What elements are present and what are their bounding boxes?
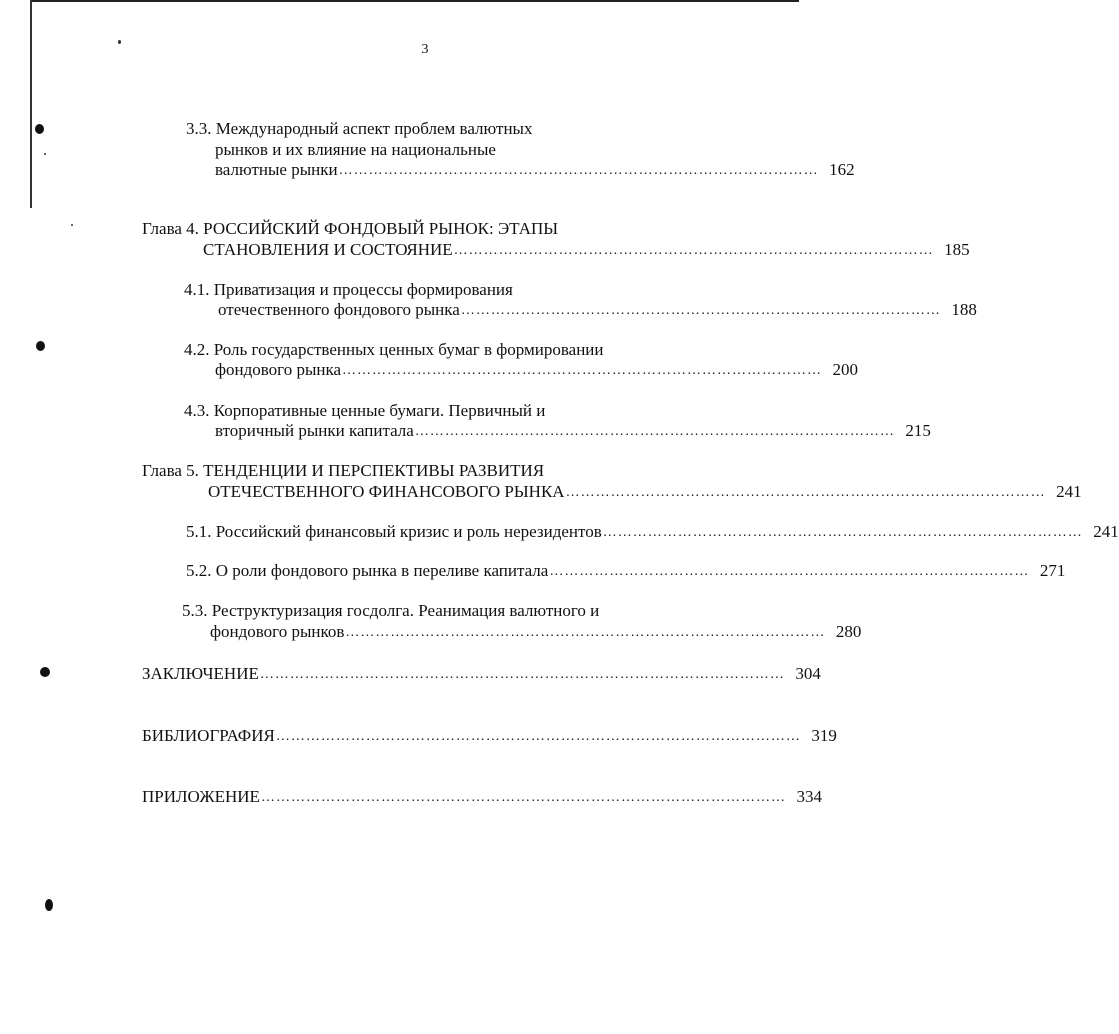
scan-border-top xyxy=(30,0,799,2)
scan-blot xyxy=(45,899,53,911)
toc-ch4-line1: Глава 4. РОССИЙСКИЙ ФОНДОВЫЙ РЫНОК: ЭТАПЫ xyxy=(142,219,559,238)
toc-3-3-entry xyxy=(215,159,855,182)
leader-dots: …………………………………………………………………………………… xyxy=(602,525,1083,540)
toc-5-3-page: 280 xyxy=(835,622,862,641)
toc-5-2-page: 271 xyxy=(1039,561,1066,580)
toc-5-2-entry xyxy=(186,560,1066,583)
leader-dots: …………………………………………………………………………………… xyxy=(342,363,823,378)
toc-3-3-line1: 3.3. Международный аспект проблем валютных xyxy=(186,119,533,138)
scan-border-left xyxy=(30,0,32,208)
toc-appendix-page: 334 xyxy=(796,787,822,806)
toc-bibliography-page: 319 xyxy=(811,726,837,745)
scan-speck xyxy=(118,40,121,44)
scan-blot xyxy=(35,124,44,134)
toc-4-1-line1: 4.1. Приватизация и процессы формирования xyxy=(184,280,513,299)
toc-4-2-line2: фондового рынка xyxy=(215,360,342,379)
toc-4-3-line1: 4.3. Корпоративные ценные бумаги. Первичный и xyxy=(184,401,546,420)
toc-5-3-entry xyxy=(210,621,862,644)
toc-3-3-line3: валютные рынки xyxy=(215,160,338,179)
scan-speck xyxy=(44,153,46,155)
toc-5-3-line1: 5.3. Реструктуризация госдолга. Реанимация валютного и xyxy=(182,601,600,620)
leader-dots: …………………………………………………………………………………………… xyxy=(275,729,801,744)
toc-3-3-line2: рынков и их влияние на национальные xyxy=(215,140,496,159)
toc-conclusion-entry xyxy=(142,663,821,686)
toc-ch5-page: 241 xyxy=(1056,482,1082,501)
leader-dots: …………………………………………………………………………………… xyxy=(345,625,826,640)
toc-4-2-page: 200 xyxy=(832,360,859,379)
leader-dots: …………………………………………………………………………………… xyxy=(414,424,895,439)
leader-dots: …………………………………………………………………………………… xyxy=(565,485,1046,500)
toc-conclusion-label: ЗАКЛЮЧЕНИЕ xyxy=(142,664,259,683)
toc-ch5-line1: Глава 5. ТЕНДЕНЦИИ И ПЕРСПЕКТИВЫ РАЗВИТИЯ xyxy=(142,461,545,480)
leader-dots: …………………………………………………………………………………… xyxy=(549,564,1030,579)
toc-4-3-entry xyxy=(215,420,931,443)
toc-ch4-line2: СТАНОВЛЕНИЯ И СОСТОЯНИЕ xyxy=(203,240,453,259)
toc-appendix-label: ПРИЛОЖЕНИЕ xyxy=(142,787,260,806)
page-number: 3 xyxy=(421,42,429,57)
leader-dots: …………………………………………………………………………………… xyxy=(338,163,819,178)
leader-dots: …………………………………………………………………………………………… xyxy=(260,790,786,805)
leader-dots: …………………………………………………………………………………………… xyxy=(259,667,785,682)
toc-5-3-line2: фондового рынков xyxy=(210,622,345,641)
toc-4-3-line2: вторичный рынки капитала xyxy=(215,421,414,440)
toc-ch4-page: 185 xyxy=(944,240,970,259)
toc-4-1-entry xyxy=(218,299,977,322)
scan-speck xyxy=(71,224,73,226)
toc-5-2-line1: 5.2. О роли фондового рынка в переливе капитала xyxy=(186,561,549,580)
toc-conclusion-page: 304 xyxy=(795,664,821,683)
toc-5-1-entry xyxy=(186,521,1119,544)
toc-ch5-line2: ОТЕЧЕСТВЕННОГО ФИНАНСОВОГО РЫНКА xyxy=(208,482,565,501)
toc-4-3-page: 215 xyxy=(905,421,931,440)
scan-blot xyxy=(40,667,50,677)
toc-4-2-line1: 4.2. Роль государственных ценных бумаг в формировании xyxy=(184,340,604,359)
toc-5-1-page: 241 xyxy=(1093,522,1119,541)
toc-bibliography-entry xyxy=(142,725,837,748)
leader-dots: …………………………………………………………………………………… xyxy=(460,303,941,318)
toc-bibliography-label: БИБЛИОГРАФИЯ xyxy=(142,726,275,745)
toc-4-1-line2: отечественного фондового рынка xyxy=(218,300,460,319)
toc-5-1-line1: 5.1. Российский финансовый кризис и роль нерезидентов xyxy=(186,522,602,541)
toc-4-2-entry xyxy=(215,359,859,382)
toc-ch5-entry xyxy=(208,481,1082,504)
scan-blot xyxy=(36,341,45,351)
toc-ch4-entry xyxy=(203,239,970,262)
toc-4-1-page: 188 xyxy=(951,300,977,319)
leader-dots: …………………………………………………………………………………… xyxy=(453,243,934,258)
toc-appendix-entry xyxy=(142,786,822,809)
toc-3-3-page: 162 xyxy=(829,160,855,179)
